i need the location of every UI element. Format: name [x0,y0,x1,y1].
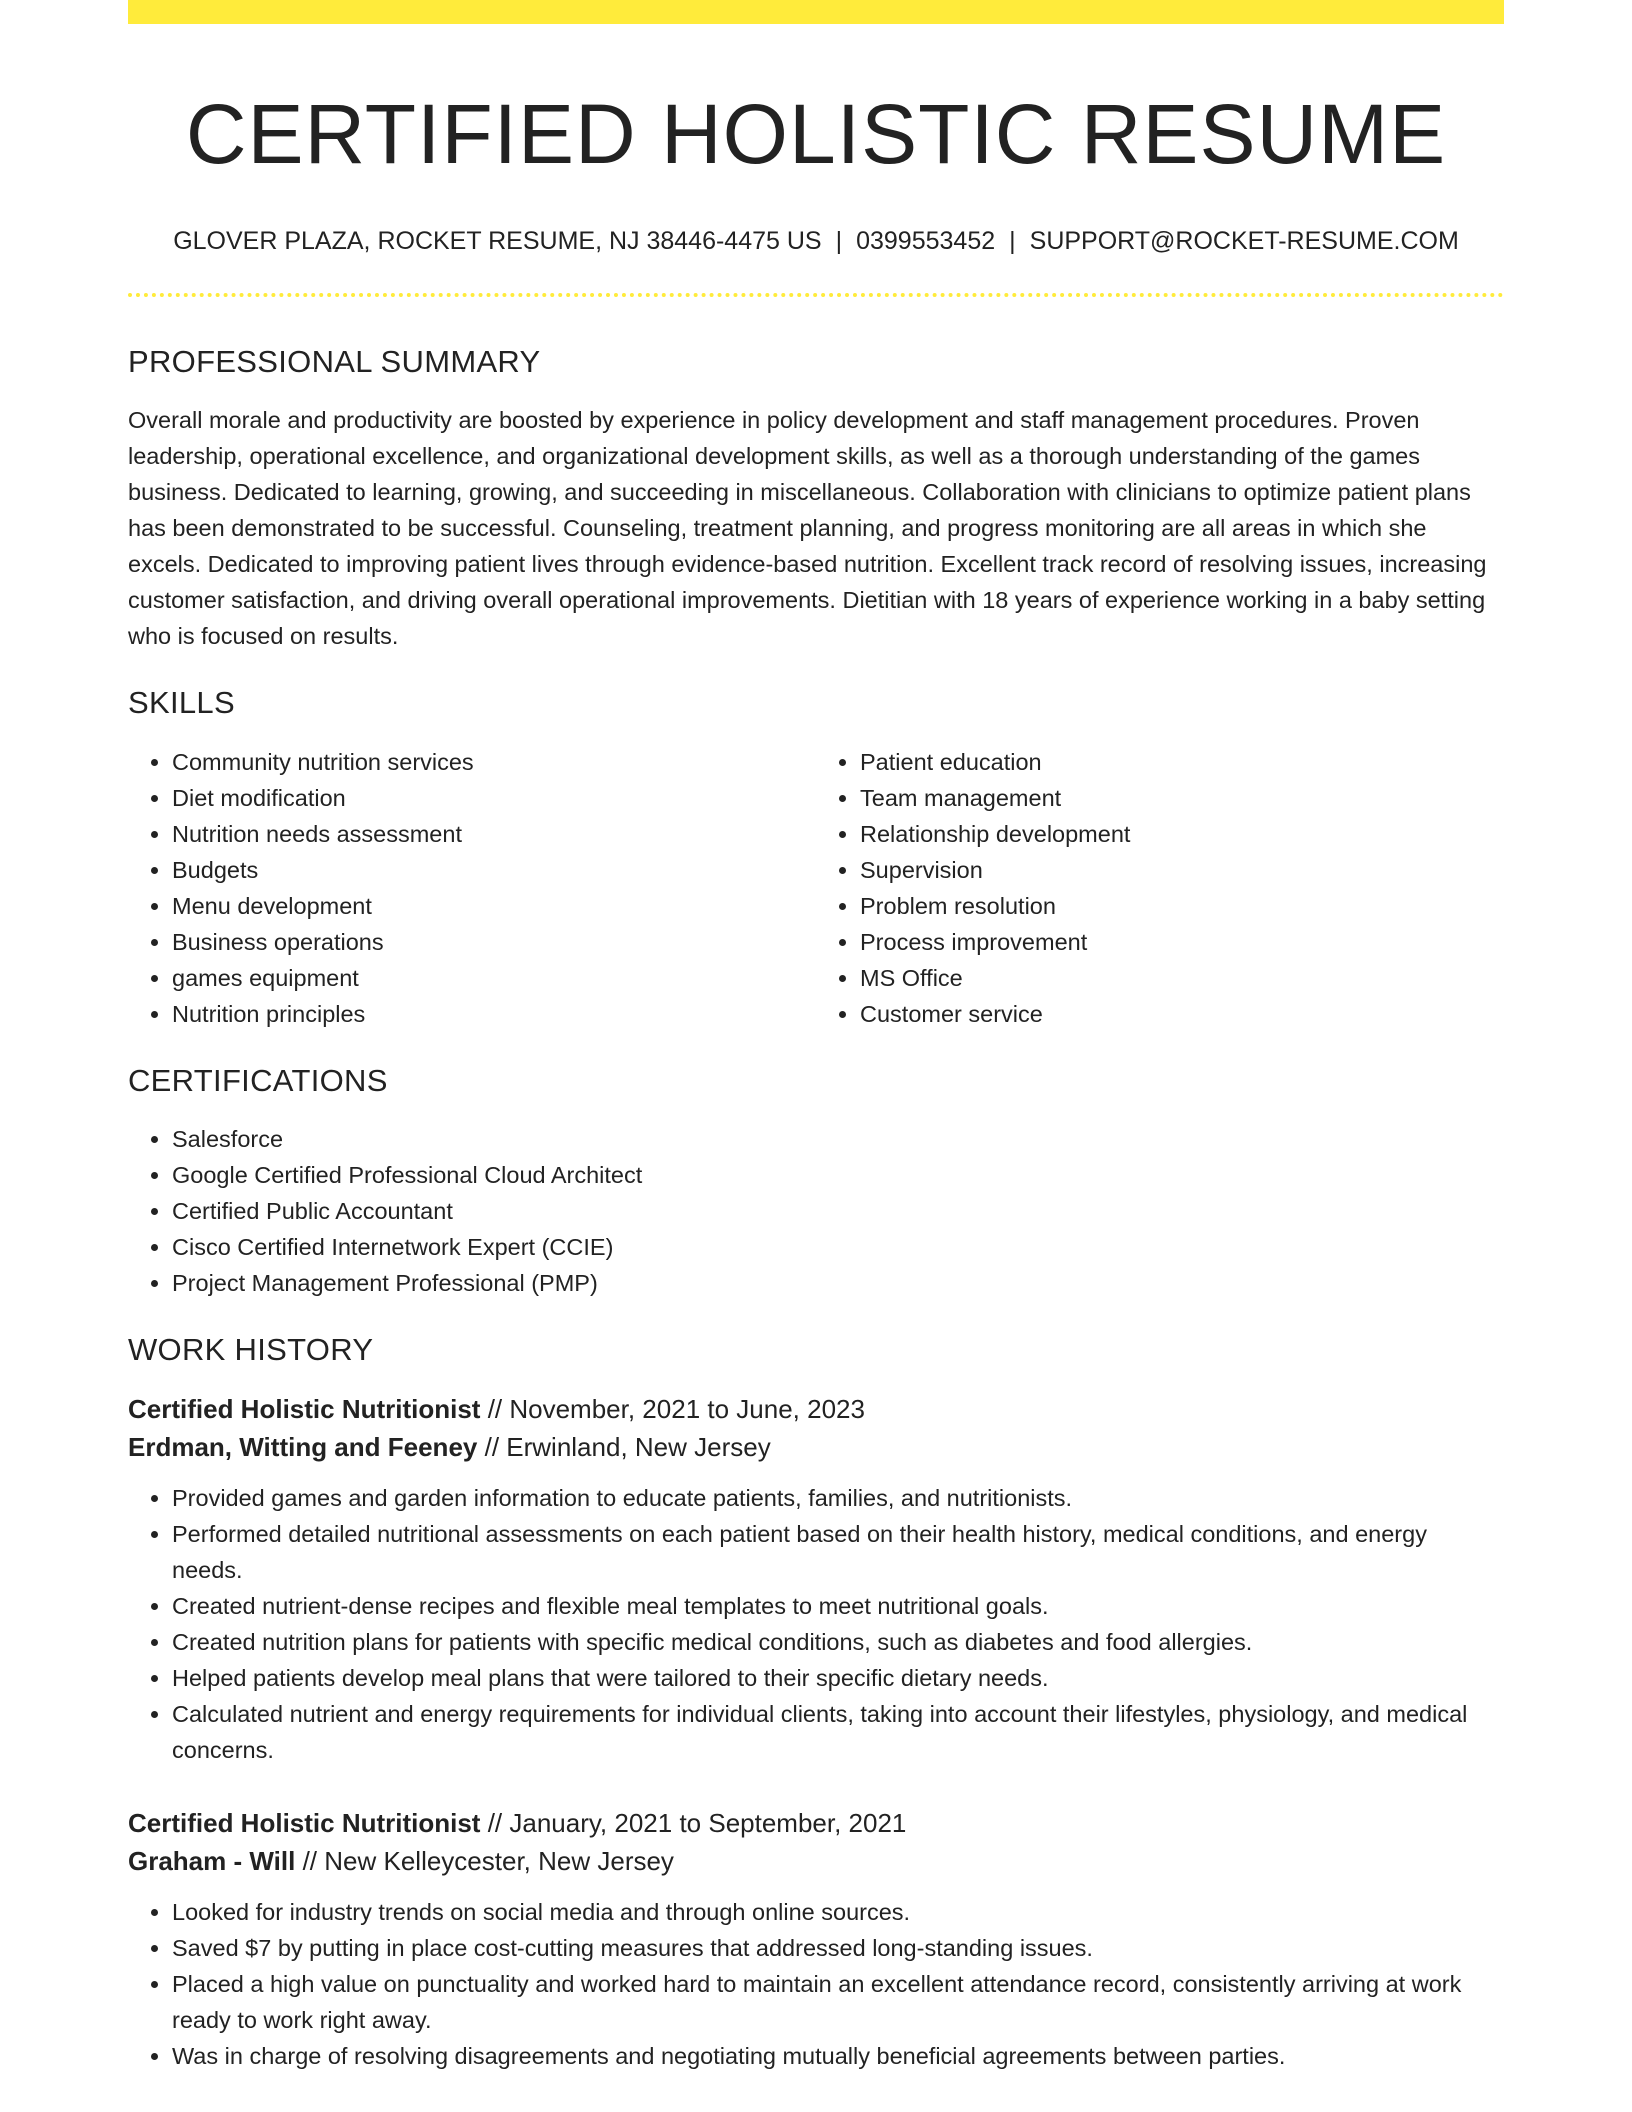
skill-item: • Relationship development [860,816,1504,852]
job-bullet: • Created nutrition plans for patients with specific medical conditions, such as diabetes and food allergies. [172,1624,1504,1660]
skill-item: • games equipment [172,960,816,996]
skill-item: • Supervision [860,852,1504,888]
job-bullet: • Calculated nutrient and energy requirements for individual clients, taking into account their lifestyles, physiology, and medical concerns. [172,1696,1504,1768]
skills-columns [128,744,1504,1032]
skills-column-left [128,744,816,1032]
contact-address: GLOVER PLAZA, ROCKET RESUME, NJ 38446-4475 US [173,226,822,255]
job-company-line [128,1842,1504,1880]
contact-line [128,225,1504,258]
job-bullet-list [128,1894,1504,2074]
certification-item: • Google Certified Professional Cloud Architect [172,1157,1504,1193]
skill-item: • Problem resolution [860,888,1504,924]
skill-item: • Team management [860,780,1504,816]
skill-item: • Budgets [172,852,816,888]
job-role-line [128,1804,1504,1842]
job-bullet: • Looked for industry trends on social media and through online sources. [172,1894,1504,1930]
job-location: // New Kelleycester, New Jersey [295,1846,674,1877]
skill-item: • Patient education [860,744,1504,780]
contact-email: SUPPORT@ROCKET-RESUME.COM [1029,226,1459,255]
job-dates: // November, 2021 to June, 2023 [480,1394,865,1425]
certification-item: • Project Management Professional (PMP) [172,1265,1504,1301]
skill-item: • Diet modification [172,780,816,816]
skill-item: • Business operations [172,924,816,960]
job-bullet-list [128,1480,1504,1768]
job-location: // Erwinland, New Jersey [477,1432,771,1463]
skills-column-right [816,744,1504,1032]
certifications-list [128,1121,1504,1301]
summary-heading: PROFESSIONAL SUMMARY [128,344,541,380]
job-company: Erdman, Witting and Feeney [128,1432,478,1463]
job-entry [128,1804,1504,2074]
contact-separator: | [1009,226,1016,255]
job-role: Certified Holistic Nutritionist [128,1394,481,1425]
skill-item: • MS Office [860,960,1504,996]
skill-item: • Process improvement [860,924,1504,960]
skill-item: • Nutrition principles [172,996,816,1032]
resume-page [128,0,1504,2074]
skill-item: • Menu development [172,888,816,924]
job-role: Certified Holistic Nutritionist [128,1808,481,1839]
job-bullet: • Created nutrient-dense recipes and flexible meal templates to meet nutritional goals. [172,1588,1504,1624]
resume-title: CERTIFIED HOLISTIC RESUME [185,87,1447,181]
job-role-line [128,1390,1504,1428]
summary-text: Overall morale and productivity are boosted by experience in policy development and staff management procedures. Proven leadership, operational excellence, and organizational development skills, as well as a thorough understanding of the games business. Dedicated to learning, growing, and succeeding in miscellaneous. Collaboration with clinicians to optimize patient plans has been demonstrated to be successful. Counseling, treatment planning, and progress monitoring are all areas in which she excels. Dedicated to improving patient lives through evidence-based nutrition. Excellent track record of resolving issues, increasing customer satisfaction, and driving overall operational improvements. Dietitian with 18 years of experience working in a baby setting who is focused on results. [128,407,1487,650]
job-bullet: • Placed a high value on punctuality and worked hard to maintain an excellent attendance record, consistently arriving at work ready to work right away. [172,1966,1504,2038]
job-dates: // January, 2021 to September, 2021 [480,1808,907,1839]
certification-item: • Salesforce [172,1121,1504,1157]
skills-list-left [128,744,816,1032]
skill-item: • Nutrition needs assessment [172,816,816,852]
job-company-line [128,1428,1504,1466]
skills-heading: SKILLS [128,685,235,721]
certification-item: • Cisco Certified Internetwork Expert (CCIE) [172,1229,1504,1265]
certification-item: • Certified Public Accountant [172,1193,1504,1229]
skill-item: • Community nutrition services [172,744,816,780]
skill-item: • Customer service [860,996,1504,1032]
job-entry [128,1390,1504,1768]
job-bullet: • Helped patients develop meal plans that were tailored to their specific dietary needs. [172,1660,1504,1696]
contact-separator: | [835,226,843,255]
certifications-heading: CERTIFICATIONS [128,1062,388,1098]
job-company: Graham - Will [128,1846,296,1877]
skills-list-right [816,744,1504,1032]
job-bullet: • Provided games and garden information to educate patients, families, and nutritionists. [172,1480,1504,1516]
job-bullet: • Performed detailed nutritional assessments on each patient based on their health history, medical conditions, and energy needs. [172,1516,1504,1588]
work-history-heading: WORK HISTORY [128,1331,374,1367]
job-bullet: • Was in charge of resolving disagreements and negotiating mutually beneficial agreements between parties. [172,2038,1504,2074]
job-bullet: • Saved $7 by putting in place cost-cutting measures that addressed long-standing issues. [172,1930,1504,1966]
accent-top-bar [128,0,1504,24]
header-divider [128,293,1504,297]
contact-phone: 0399553452 [856,226,996,255]
